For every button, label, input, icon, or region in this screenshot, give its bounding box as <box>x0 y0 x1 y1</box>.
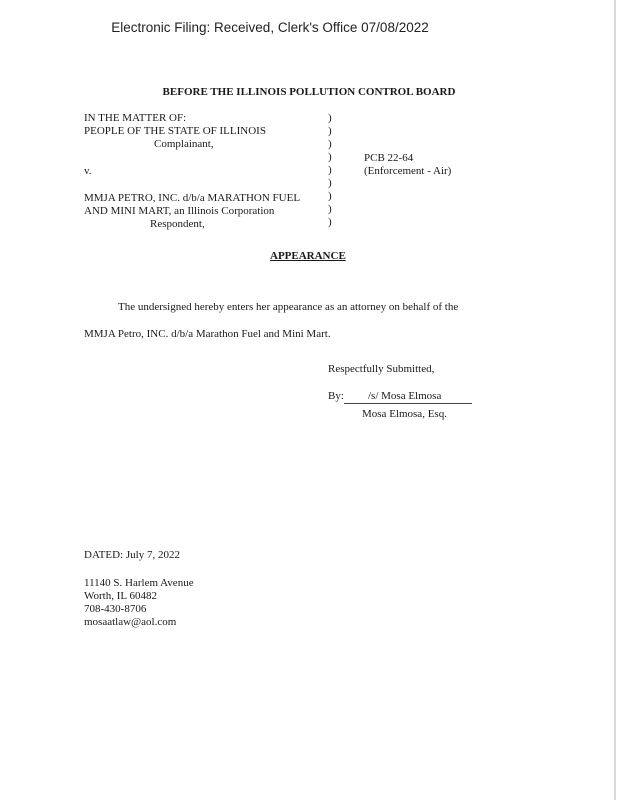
page-edge <box>614 0 616 800</box>
caption-paren: ) <box>328 164 332 176</box>
caption-paren: ) <box>328 177 332 189</box>
body-paragraph-line-1: The undersigned hereby enters her appearance as an attorney on behalf of the <box>118 301 459 313</box>
address-line-1: 11140 S. Harlem Avenue <box>84 577 194 589</box>
document-title: APPEARANCE <box>270 250 346 262</box>
caption-paren: ) <box>328 190 332 202</box>
caption-paren: ) <box>328 138 332 150</box>
filing-stamp: Electronic Filing: Received, Clerk's Office 07/08/2022 <box>111 20 429 35</box>
respondent-line-2: AND MINI MART, an Illinois Corporation <box>84 205 275 217</box>
caption-paren: ) <box>328 125 332 137</box>
caption-paren: ) <box>328 203 332 215</box>
by-label: By: <box>328 390 344 402</box>
email: mosaatlaw@aol.com <box>84 616 177 628</box>
caption-paren: ) <box>328 151 332 163</box>
body-paragraph-line-2: MMJA Petro, INC. d/b/a Marathon Fuel and Mini Mart. <box>84 328 331 340</box>
in-matter-label: IN THE MATTER OF: <box>84 112 187 124</box>
respondent-line-1: MMJA PETRO, INC. d/b/a MARATHON FUEL <box>84 192 301 204</box>
caption-paren: ) <box>328 216 332 228</box>
board-title: BEFORE THE ILLINOIS POLLUTION CONTROL BOARD <box>162 86 456 98</box>
date-line: DATED: July 7, 2022 <box>84 549 180 561</box>
closing: Respectfully Submitted, <box>328 363 435 375</box>
complainant-role: Complainant, <box>154 138 214 150</box>
address-line-2: Worth, IL 60482 <box>84 590 157 602</box>
versus: v. <box>84 165 92 177</box>
phone: 708-430-8706 <box>84 603 147 615</box>
signature-line <box>344 403 472 404</box>
caption-paren: ) <box>328 112 332 124</box>
signature: /s/ Mosa Elmosa <box>368 390 442 402</box>
complainant-name: PEOPLE OF THE STATE OF ILLINOIS <box>84 125 266 137</box>
respondent-role: Respondent, <box>150 218 205 230</box>
attorney-name: Mosa Elmosa, Esq. <box>362 408 447 420</box>
case-type: (Enforcement - Air) <box>364 165 452 177</box>
case-number: PCB 22-64 <box>364 152 414 164</box>
